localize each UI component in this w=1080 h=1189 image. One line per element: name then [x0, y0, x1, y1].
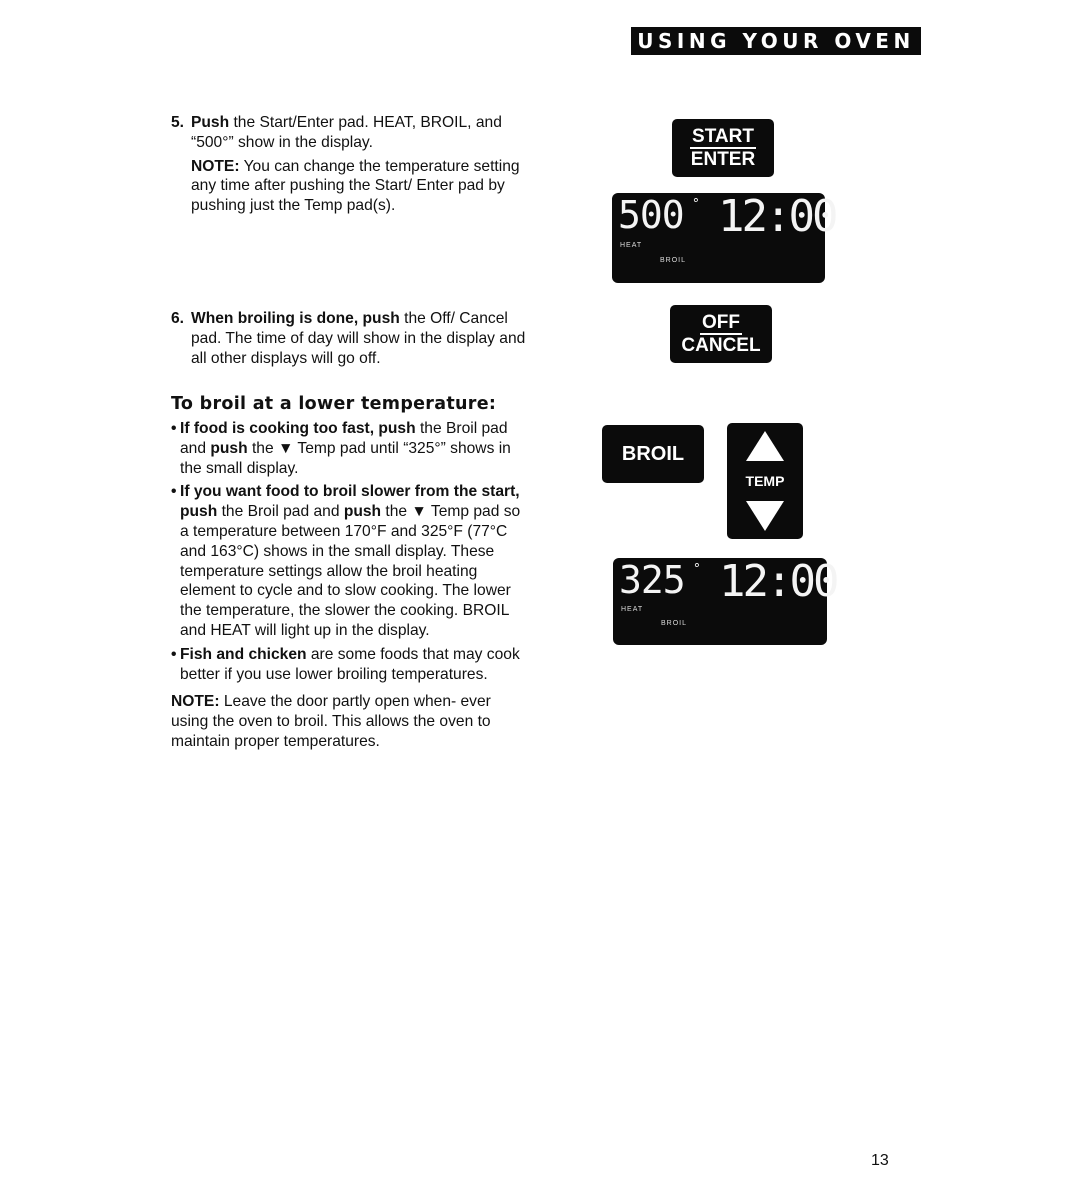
broil-pad[interactable] [602, 425, 704, 483]
pad-label-bottom: CANCEL [681, 334, 761, 356]
degree-symbol: ° [692, 197, 700, 212]
start-enter-pad[interactable] [672, 119, 774, 177]
section-banner: USING YOUR OVEN [631, 27, 921, 55]
bullet-bold: push [343, 503, 382, 521]
step-text: the Start/Enter pad. HEAT, BROIL, and “500°” show in the display. [191, 114, 502, 151]
heat-indicator: HEAT [621, 606, 644, 613]
bullet-bold: push [210, 439, 248, 457]
bullet-text: the ▼ Temp pad until “325°” shows in the small display. [180, 439, 511, 477]
bullet-text: the Broil pad and [180, 420, 508, 457]
note-text: You can change the temperature setting any time after pushing the Start/ Enter pad by pushing just the Temp pad(s). [191, 157, 520, 215]
broil-indicator: BROIL [660, 257, 687, 264]
step-bold: When broiling is done, push [191, 310, 400, 327]
step-6 [171, 309, 541, 368]
step-number: 5. [171, 114, 185, 131]
step-number: 6. [171, 310, 185, 327]
pad-label: TEMP [745, 473, 785, 489]
clock-readout: 12:00 [719, 556, 837, 607]
pad-label-top: START [692, 125, 754, 147]
bullet-dot: • [171, 483, 177, 501]
clock-readout: 12:00 [718, 191, 836, 242]
section-note [171, 692, 531, 751]
pad-label-top: OFF [702, 311, 740, 333]
triangle-down-icon[interactable] [746, 501, 784, 531]
note-label: NOTE: [191, 157, 240, 175]
degree-symbol: ° [693, 562, 701, 577]
bullet-item [171, 419, 531, 478]
note-label: NOTE: [171, 693, 220, 711]
bullet-item [171, 482, 531, 640]
pad-label: BROIL [621, 442, 685, 465]
bullet-list [171, 419, 531, 752]
note-text: Leave the door partly open when- ever using the oven to broil. This allows the oven to maintain proper temperatures. [171, 693, 491, 750]
bullet-text: are some foods that may cook better if you use lower broiling temperatures. [180, 645, 520, 683]
pad-label-bottom: ENTER [690, 148, 756, 170]
section-heading: To broil at a lower temperature: [171, 394, 497, 414]
oven-display-500 [612, 191, 836, 283]
off-cancel-pad[interactable] [670, 305, 772, 363]
heat-indicator: HEAT [620, 242, 643, 249]
step-5 [171, 113, 541, 216]
bullet-bold: Fish and chicken [180, 645, 307, 663]
page-number: 13 [871, 1152, 889, 1169]
temp-readout: 325 [619, 558, 685, 602]
temp-pad[interactable] [727, 423, 803, 539]
oven-display-325 [613, 556, 837, 645]
broil-indicator: BROIL [661, 620, 688, 627]
step-text: the Off/ Cancel pad. The time of day will show in the display and all other displays will go off. [191, 310, 526, 367]
bullet-text: the Broil pad and [217, 503, 344, 521]
triangle-up-icon[interactable] [746, 431, 784, 461]
step-bold: Push [191, 114, 230, 131]
bullet-text: the ▼ Temp pad so a temperature between 170°F and 325°F (77°C and 163°C) shows in the small display. These temperature settings allow the broil heating element to cycle and to slow cooking. The lower the temperature, the slower the cooking. BROIL and HEAT will light up in the display. [180, 503, 521, 639]
temp-readout: 500 [618, 193, 684, 237]
bullet-dot: • [171, 420, 177, 437]
bullet-bold: If food is cooking too fast, push [180, 420, 416, 437]
bullet-dot: • [171, 645, 177, 663]
bullet-item [171, 645, 531, 685]
bullet-bold: If you want food to broil slower from the start, push [180, 483, 520, 521]
